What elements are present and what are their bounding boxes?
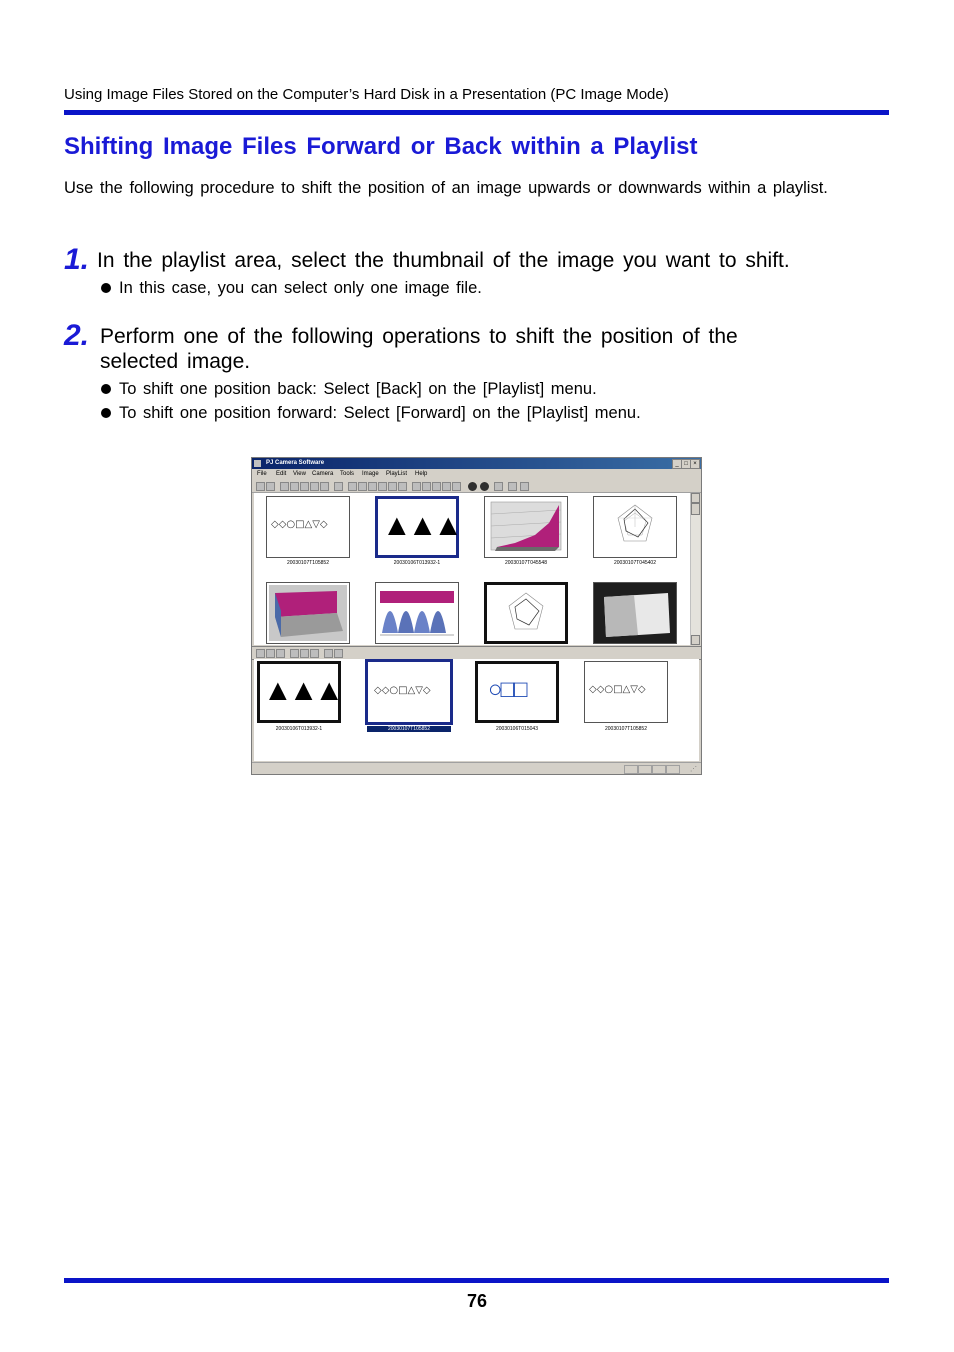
toolbar-button[interactable] [266,649,275,658]
thumbnail-caption: 20030106T013932-1 [275,726,323,732]
section-title: Shifting Image Files Forward or Back within a Playlist [64,133,698,160]
thumbnail-caption: 20030107T105852 [605,726,647,732]
status-cell [666,765,680,774]
thumbnail-caption: 20030107T045402 [614,560,656,566]
thumbnail[interactable] [484,496,568,558]
thumbnail-art: ◇◇○□△▽◇ [589,684,646,695]
menu-playlist[interactable]: PlayList [386,471,408,477]
toolbar-button[interactable] [280,482,289,491]
playlist-toolbar [252,646,701,660]
toolbar-button[interactable] [422,482,431,491]
playlist-thumbnail[interactable] [257,661,341,723]
menu-file[interactable]: File [257,471,267,477]
maximize-button[interactable]: □ [681,459,691,469]
toolbar-button[interactable] [412,482,421,491]
forward-arrow-icon[interactable] [480,482,489,491]
browser-scrollbar[interactable] [690,493,700,645]
header-rule [64,110,889,115]
toolbar-button[interactable] [334,649,343,658]
toolbar-button[interactable] [508,482,517,491]
menu-camera[interactable]: Camera [312,471,334,477]
toolbar-button[interactable] [452,482,461,491]
step-1 [64,243,864,300]
toolbar-button[interactable] [334,482,343,491]
step-2 [64,319,804,425]
app-icon [254,460,261,467]
thumbnail-art: ◇◇○□△▽◇ [374,685,431,696]
toolbar-button[interactable] [310,482,319,491]
thumbnail-caption: 20030106T015043 [496,726,538,732]
running-header: Using Image Files Stored on the Computer’s Hard Disk in a Presentation (PC Image Mode) [64,86,669,103]
playlist-pane [254,659,699,761]
toolbar-button[interactable] [432,482,441,491]
step-bullet: In this case, you can select only one image file. [99,276,864,300]
toolbar-button[interactable] [290,482,299,491]
toolbar-button[interactable] [256,649,265,658]
toolbar-button[interactable] [300,649,309,658]
close-button[interactable]: × [690,459,700,469]
thumbnail-caption: 20030107T105852 [287,560,329,566]
menu-help[interactable]: Help [415,471,428,477]
thumbnail[interactable] [593,582,677,644]
intro-paragraph: Use the following procedure to shift the position of an image upwards or downwards within a playlist. [64,179,828,197]
toolbar-button[interactable] [310,649,319,658]
radar-chart-image [487,585,565,641]
menu-bar [252,469,701,479]
scroll-down-button[interactable] [691,635,700,645]
photo-image [594,583,676,643]
toolbar-button[interactable] [256,482,265,491]
app-screenshot [251,457,702,775]
step-text: In the playlist area, select the thumbnail of the image you want to shift. [97,249,790,272]
toolbar-button[interactable] [348,482,357,491]
toolbar-button[interactable] [442,482,451,491]
selected-thumbnail-caption: 20030107T105852 [367,726,451,732]
minimize-button[interactable]: _ [672,459,682,469]
toolbar-button[interactable] [358,482,367,491]
step-text: Perform one of the following operations to shift the position of the selected image. [100,325,738,373]
scroll-thumb[interactable] [691,503,700,515]
status-cell [624,765,638,774]
area-chart-image [485,497,567,557]
toolbar-button[interactable] [494,482,503,491]
thumbnail[interactable] [266,496,350,558]
resize-grip-icon[interactable]: ⋰ [690,766,697,773]
thumbnail[interactable] [375,582,459,644]
thumbnail-caption: 20030107T045548 [505,560,547,566]
step-bullet: To shift one position forward: Select [Forward] on the [Playlist] menu. [99,401,804,425]
menu-tools[interactable]: Tools [340,471,355,477]
footer-rule [64,1278,889,1283]
back-arrow-icon[interactable] [468,482,477,491]
thumbnail-caption: 20030106T013932-1 [393,560,441,566]
3d-chart-image [267,583,349,643]
toolbar-button[interactable] [290,649,299,658]
radar-chart-image [594,497,676,557]
playlist-thumbnail[interactable] [584,661,668,723]
status-cell [652,765,666,774]
page-number: 76 [466,1291,488,1311]
step-number: 1. [64,243,90,276]
toolbar-button[interactable] [266,482,275,491]
menu-view[interactable]: View [293,471,306,477]
toolbar-button[interactable] [368,482,377,491]
cone-chart-image [376,583,458,643]
thumbnail-art: ○□□ [488,676,526,703]
thumbnail-art: ◇◇○□△▽◇ [271,519,328,530]
thumbnail-selected[interactable] [375,496,459,558]
toolbar-button[interactable] [324,649,333,658]
main-toolbar [252,479,701,493]
thumbnail-art: ▲▲▲ [263,674,341,707]
toolbar-button[interactable] [520,482,529,491]
image-browser-pane [254,493,690,645]
toolbar-button[interactable] [388,482,397,491]
toolbar-button[interactable] [300,482,309,491]
menu-image[interactable]: Image [362,471,379,477]
step-number: 2. [64,319,90,352]
status-bar [252,762,701,775]
menu-edit[interactable]: Edit [276,471,287,477]
thumbnail[interactable] [266,582,350,644]
toolbar-button[interactable] [378,482,387,491]
toolbar-button[interactable] [398,482,407,491]
title-bar [252,458,701,469]
step-bullet: To shift one position back: Select [Back] on the [Playlist] menu. [99,377,804,401]
status-cell [638,765,652,774]
thumbnail[interactable] [484,582,568,644]
window-title: PJ Camera Software [266,460,325,466]
toolbar-button[interactable] [276,649,285,658]
thumbnail[interactable] [593,496,677,558]
toolbar-button[interactable] [320,482,329,491]
playlist-thumbnail-selected[interactable] [365,659,453,725]
thumbnail-art: ▲▲▲ [382,509,460,542]
playlist-thumbnail[interactable] [475,661,559,723]
scroll-up-button[interactable] [691,493,700,503]
